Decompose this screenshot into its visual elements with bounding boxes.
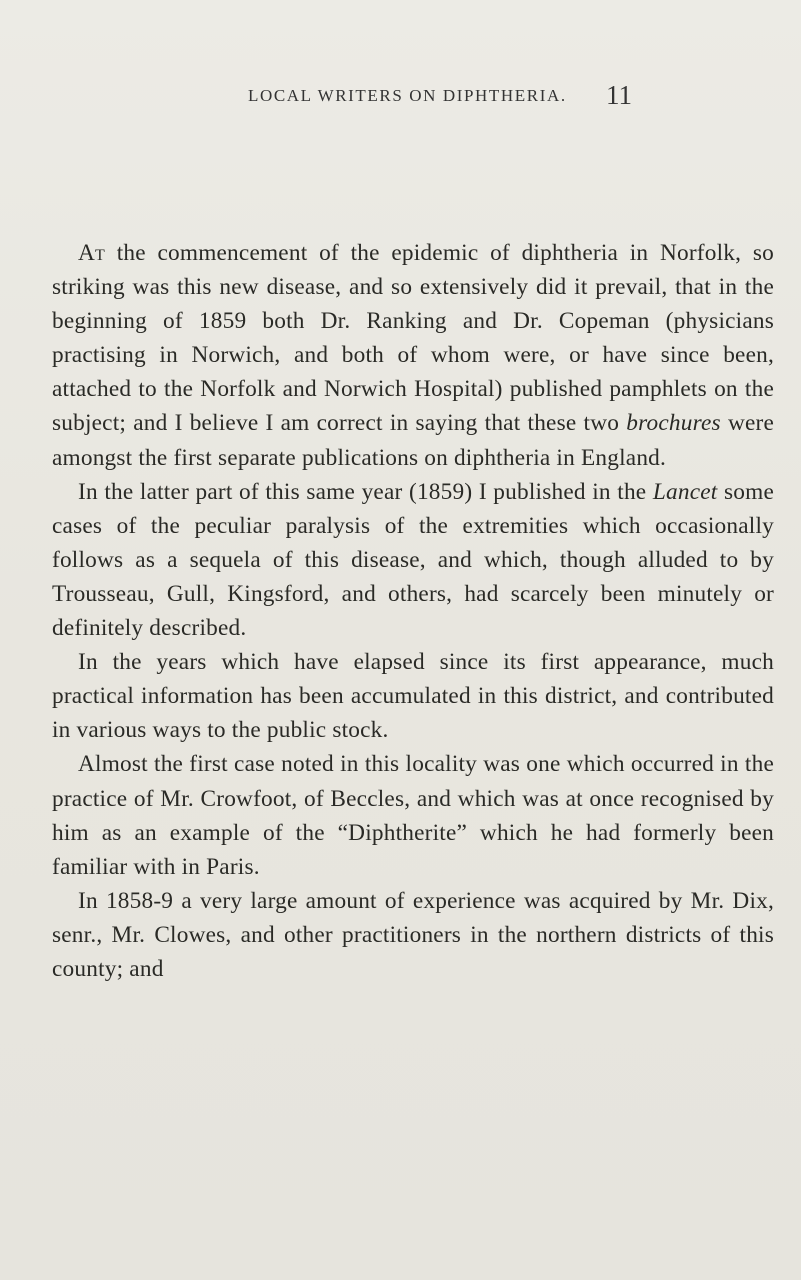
paragraph-2-text-b: some cases of the peculiar paralysis of the extremities which occasionally follows as a sequela of this disease, and which, though alluded to by Trousseau, Gull, Kingsford, and others, had scarcely been minutely or definitely described. (52, 478, 774, 642)
body-text (52, 236, 774, 986)
paragraph-1-text-a: the commencement of the epidemic of diphtheria in Norfolk, so striking was this new disease, and so extensively did it prevail, that in the beginning of 1859 both Dr. Ranking and Dr. Copeman (physicians practising in Norwich, and both of whom were, or have since been, attached to the Norfolk and Norwich Hospital) published pamphlets on the subject; and I believe I am correct in saying that these two (52, 240, 774, 437)
paragraph-4: Almost the first case noted in this locality was one which occurred in the practice of Mr. Crowfoot, of Beccles, and which was at once recognised by him as an example of the “Diphtherite” which he had formerly been familiar with in Paris. (52, 751, 774, 880)
paragraph-2-text-a: In the latter part of this same year (1859) I published in the (78, 478, 653, 505)
paragraph-1-text-b: were amongst the first separate publications on diphtheria in England. (52, 410, 775, 471)
italic-lancet: Lancet (652, 478, 718, 505)
paragraph-3: In the years which have elapsed since its first appearance, much practical information has been accumulated in this district, and contributed in various ways to the public stock. (52, 649, 774, 744)
italic-brochures: brochures (626, 410, 721, 437)
page-number: 11 (606, 80, 632, 110)
running-title: LOCAL WRITERS ON DIPHTHERIA. (248, 86, 567, 105)
running-head (248, 80, 768, 120)
paragraph-1 (52, 236, 774, 475)
paragraph-5: In 1858-9 a very large amount of experience was acquired by Mr. Dix, senr., Mr. Clowes, and other practitioners in the northern districts of this county; and (52, 887, 774, 982)
paragraph-lead-word: At (78, 240, 105, 266)
paragraph-2 (52, 475, 774, 645)
